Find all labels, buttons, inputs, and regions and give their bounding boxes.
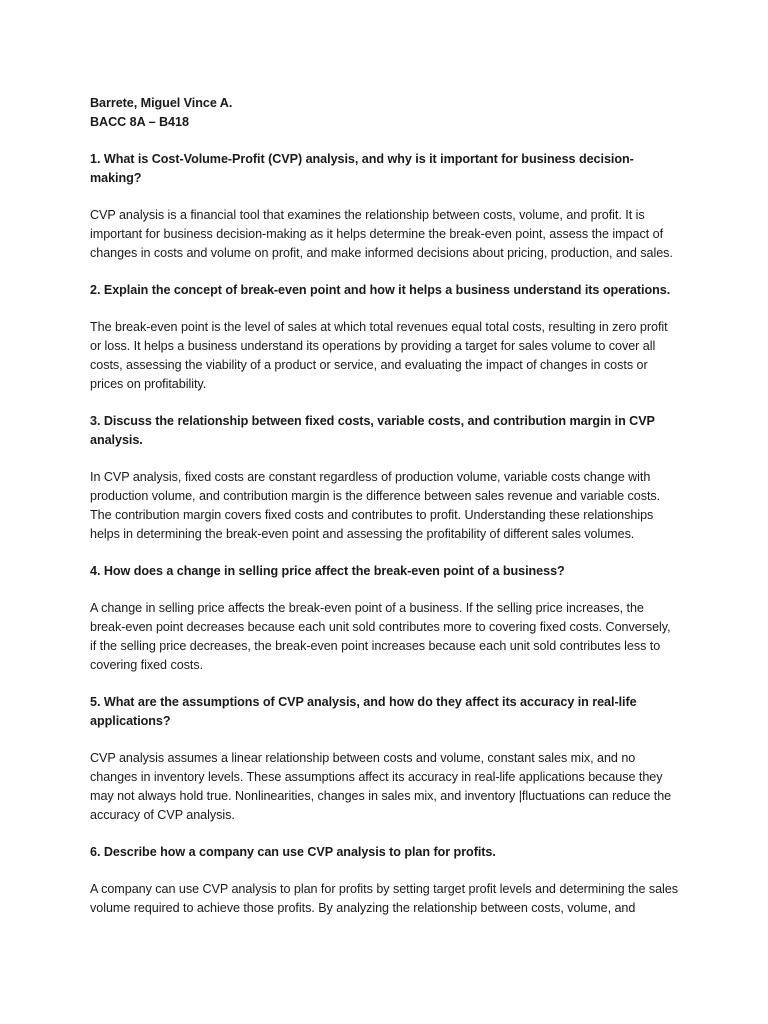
answer-3: In CVP analysis, fixed costs are constant regardless of production volume, variable costs change with production volume, and contribution margin is the difference between sales revenue and variable costs. The contribution margin covers fixed costs and contributes to profit. Understanding these relationships helps in determining the break-even point and assessing the profitability of different sales volumes. (90, 470, 661, 541)
answer-5: CVP analysis assumes a linear relationship between costs and volume, constant sales mix, and no changes in inventory levels. These assumptions affect its accuracy in real-life applications because they may not always hold true. Nonlinearities, changes in sales mix, and inventory |fluctuations can reduce the accuracy of CVP analysis. (90, 751, 672, 822)
question-6: 6. Describe how a company can use CVP analysis to plan for profits. (90, 845, 496, 859)
class-section: BACC 8A – B418 (90, 115, 189, 129)
question-2: 2. Explain the concept of break-even point and how it helps a business understand its operations. (90, 283, 671, 297)
question-1: 1. What is Cost-Volume-Profit (CVP) analysis, and why is it important for business decision-making? (90, 152, 634, 185)
answer-2: The break-even point is the level of sales at which total revenues equal total costs, resulting in zero profit or loss. It helps a business understand its operations by providing a target for sales volume to cover all costs, assessing the viability of a product or service, and evaluating the impact of changes in costs or prices on profitability. (90, 320, 668, 391)
document-body (90, 94, 680, 918)
question-4: 4. How does a change in selling price affect the break-even point of a business? (90, 564, 565, 578)
answer-6: A company can use CVP analysis to plan for profits by setting target profit levels and determining the sales volume required to achieve those profits. By analyzing the relationship between costs, volume, and (90, 882, 678, 915)
answer-1: CVP analysis is a financial tool that examines the relationship between costs, volume, and profit. It is important for business decision-making as it helps determine the break-even point, assess the impact of changes in costs and volume on profit, and make informed decisions about pricing, production, and sales. (90, 208, 673, 260)
author-name: Barrete, Miguel Vince A. (90, 96, 233, 110)
answer-4: A change in selling price affects the break-even point of a business. If the selling price increases, the break-even point decreases because each unit sold contributes more to covering fixed costs. Conversely, if the selling price decreases, the break-even point increases because each unit sold contributes less to covering fixed costs. (90, 601, 671, 672)
question-5: 5. What are the assumptions of CVP analysis, and how do they affect its accuracy in real-life applications? (90, 695, 637, 728)
question-3: 3. Discuss the relationship between fixed costs, variable costs, and contribution margin in CVP analysis. (90, 414, 655, 447)
